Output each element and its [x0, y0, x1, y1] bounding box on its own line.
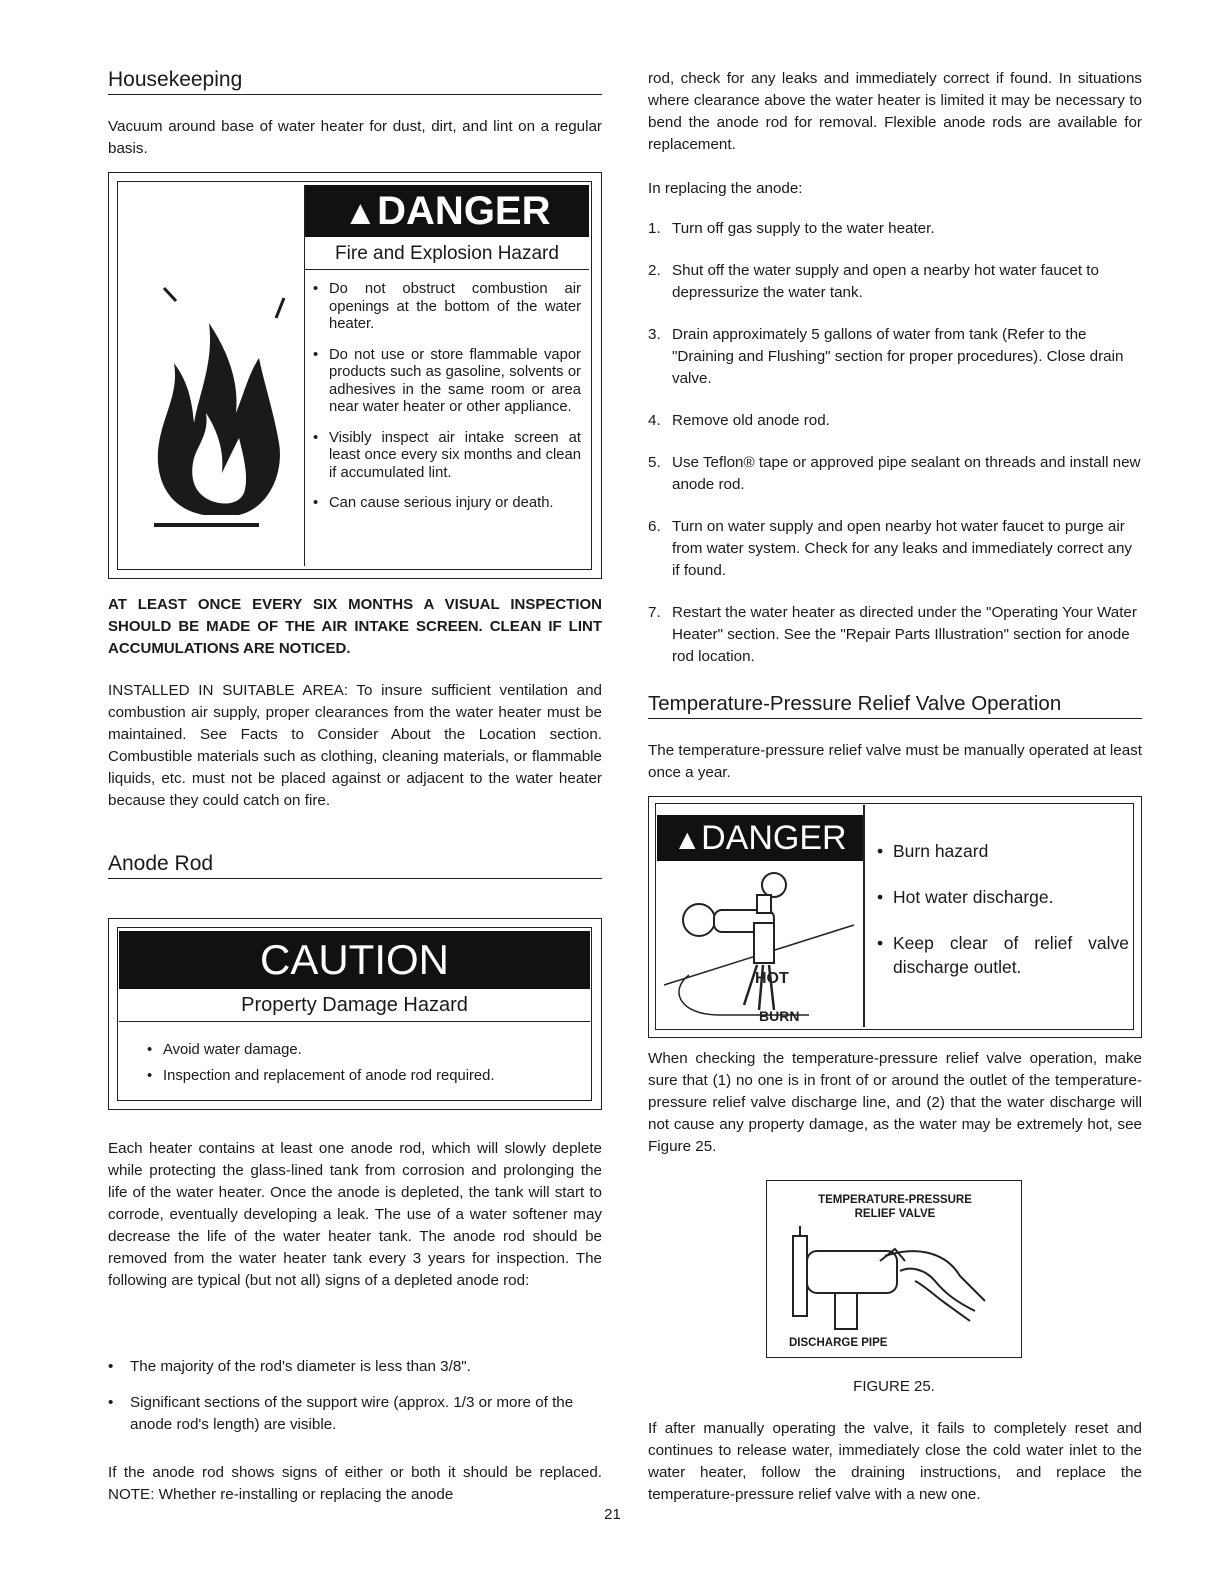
hazard-title: Fire and Explosion Hazard	[305, 241, 589, 270]
list-item: 1. Turn off gas supply to the water heater.	[648, 220, 935, 237]
replacing-intro: In replacing the anode:	[648, 180, 803, 197]
list-item: • Keep clear of relief valve discharge outlet.	[877, 931, 1129, 979]
list-item: 5. Use Teflon® tape or approved pipe sealant on threads and install new anode rod.	[648, 454, 1141, 493]
burn-danger-box	[648, 796, 1142, 1038]
fire-danger-panel	[304, 185, 589, 566]
caution-box	[108, 918, 602, 1110]
anode-heading: Anode Rod	[108, 852, 602, 879]
anode-paragraph: Each heater contains at least one anode rod, which will slowly deplete while protecting the glass-lined tank from corrosion and prolonging the life of the water heater. Once the anode is depleted, the tank will start to corrode, eventually developing a leak. The use of a water softener may decrease the life of the water heater tank. The anode rod should be removed from the water heater tank every 3 years for inspection. The following are typical (but not all) signs of a depleted anode rod:	[108, 1140, 602, 1289]
hazard-title: Property Damage Hazard	[119, 991, 590, 1022]
figure-bottom-label: DISCHARGE PIPE	[789, 1337, 888, 1349]
anode-signs-list	[108, 1356, 602, 1436]
list-item: 7. Restart the water heater as directed under the "Operating Your Water Heater" section. See the "Repair Parts Illustration" section for anode rod location.	[648, 604, 1137, 665]
tp-valve-paragraph: When checking the temperature-pressure relief valve operation, make sure that (1) no one is in front of or around the outlet of the temperature-pressure relief valve discharge line, and (2) that the water discharge will not cause any property damage, as the water may be extremely hot, see Figure 25.	[648, 1050, 1142, 1155]
anode-continued-paragraph: rod, check for any leaks and immediately correct if found. In situations where clearance above the water heater is limited it may be necessary to bend the anode rod for removal. Flexible anode rods are available for replacement.	[648, 70, 1142, 153]
tp-valve-heading: Temperature-Pressure Relief Valve Operation	[648, 692, 1142, 719]
inspection-note: AT LEAST ONCE EVERY SIX MONTHS A VISUAL INSPECTION SHOULD BE MADE OF THE AIR INTAKE SCREEN. CLEAN IF LINT ACCUMULATIONS ARE NOTICED.	[108, 596, 602, 657]
warning-triangle-icon: ▲	[673, 824, 702, 855]
anode-note-paragraph: If the anode rod shows signs of either or both it should be replaced. NOTE: Whether re-installing or replacing the anode	[108, 1464, 602, 1503]
caution-bullets	[147, 1037, 577, 1089]
page-number: 21	[604, 1506, 621, 1523]
list-item: • Significant sections of the support wire (approx. 1/3 or more of the anode rod's length) are visible.	[108, 1392, 602, 1436]
danger-banner: ▲DANGER	[305, 185, 589, 237]
tp-valve-reset-paragraph: If after manually operating the valve, it fails to completely reset and continues to release water, immediately close the cold water inlet to the water heater, follow the draining instructions, and replace the temperature-pressure relief valve with a new one.	[648, 1420, 1142, 1503]
caution-banner: CAUTION	[119, 931, 590, 989]
housekeeping-intro: Vacuum around base of water heater for dust, dirt, and lint on a regular basis.	[108, 118, 602, 157]
list-item: • Visibly inspect air intake screen at least once every six months and clean if accumulated lint.	[313, 430, 581, 483]
list-item: • Inspection and replacement of anode rod required.	[147, 1063, 577, 1089]
list-item: 2. Shut off the water supply and open a nearby hot water faucet to depressurize the water tank.	[648, 262, 1099, 301]
divider	[863, 805, 865, 1027]
list-item: 6. Turn on water supply and open nearby hot water faucet to purge air from water system. Check for any leaks and immediately correct any if found.	[648, 518, 1133, 579]
figure-caption: FIGURE 25.	[853, 1378, 935, 1395]
list-item: • Hot water discharge.	[877, 885, 1129, 909]
list-item: • Do not use or store flammable vapor products such as gasoline, solvents or adhesives in the same room or area near water heater or other appliance.	[313, 347, 581, 417]
danger-banner: ▲DANGER	[657, 815, 863, 861]
fire-danger-bullets	[313, 281, 581, 513]
installed-paragraph: INSTALLED IN SUITABLE AREA: To insure sufficient ventilation and combustion air supply, proper clearances from the water heater must be maintained. See Facts to Consider About the Location section. Combustible materials such as clothing, cleaning materials, or flammable liquids, etc. must not be placed against or adjacent to the water heater because they could catch on fire.	[108, 682, 602, 809]
fire-danger-box	[108, 172, 602, 579]
list-item: • Burn hazard	[877, 839, 1129, 863]
warning-triangle-icon: ▲	[343, 194, 378, 232]
burn-label: BURN	[759, 1008, 800, 1024]
list-item: 4. Remove old anode rod.	[648, 412, 830, 429]
figure-25	[766, 1180, 1022, 1358]
list-item: • Do not obstruct combustion air openings at the bottom of the water heater.	[313, 281, 581, 334]
flame-icon	[144, 273, 309, 533]
list-item: • Avoid water damage.	[147, 1037, 577, 1063]
tp-valve-intro: The temperature-pressure relief valve must be manually operated at least once a year.	[648, 742, 1142, 781]
list-item: • The majority of the rod's diameter is less than 3/8".	[108, 1356, 602, 1378]
figure-top-label: TEMPERATURE-PRESSURE RELIEF VALVE	[818, 1194, 972, 1220]
list-item: • Can cause serious injury or death.	[313, 495, 581, 513]
burn-faucet-icon	[659, 865, 859, 1025]
relief-valve-icon	[785, 1221, 1005, 1331]
list-item: 3. Drain approximately 5 gallons of water from tank (Refer to the "Draining and Flushing" section for proper procedures). Close drain valve.	[648, 326, 1124, 387]
burn-danger-bullets	[877, 839, 1129, 979]
hot-label: HOT	[755, 970, 789, 987]
replacement-steps	[648, 218, 1142, 688]
housekeeping-heading: Housekeeping	[108, 68, 602, 95]
